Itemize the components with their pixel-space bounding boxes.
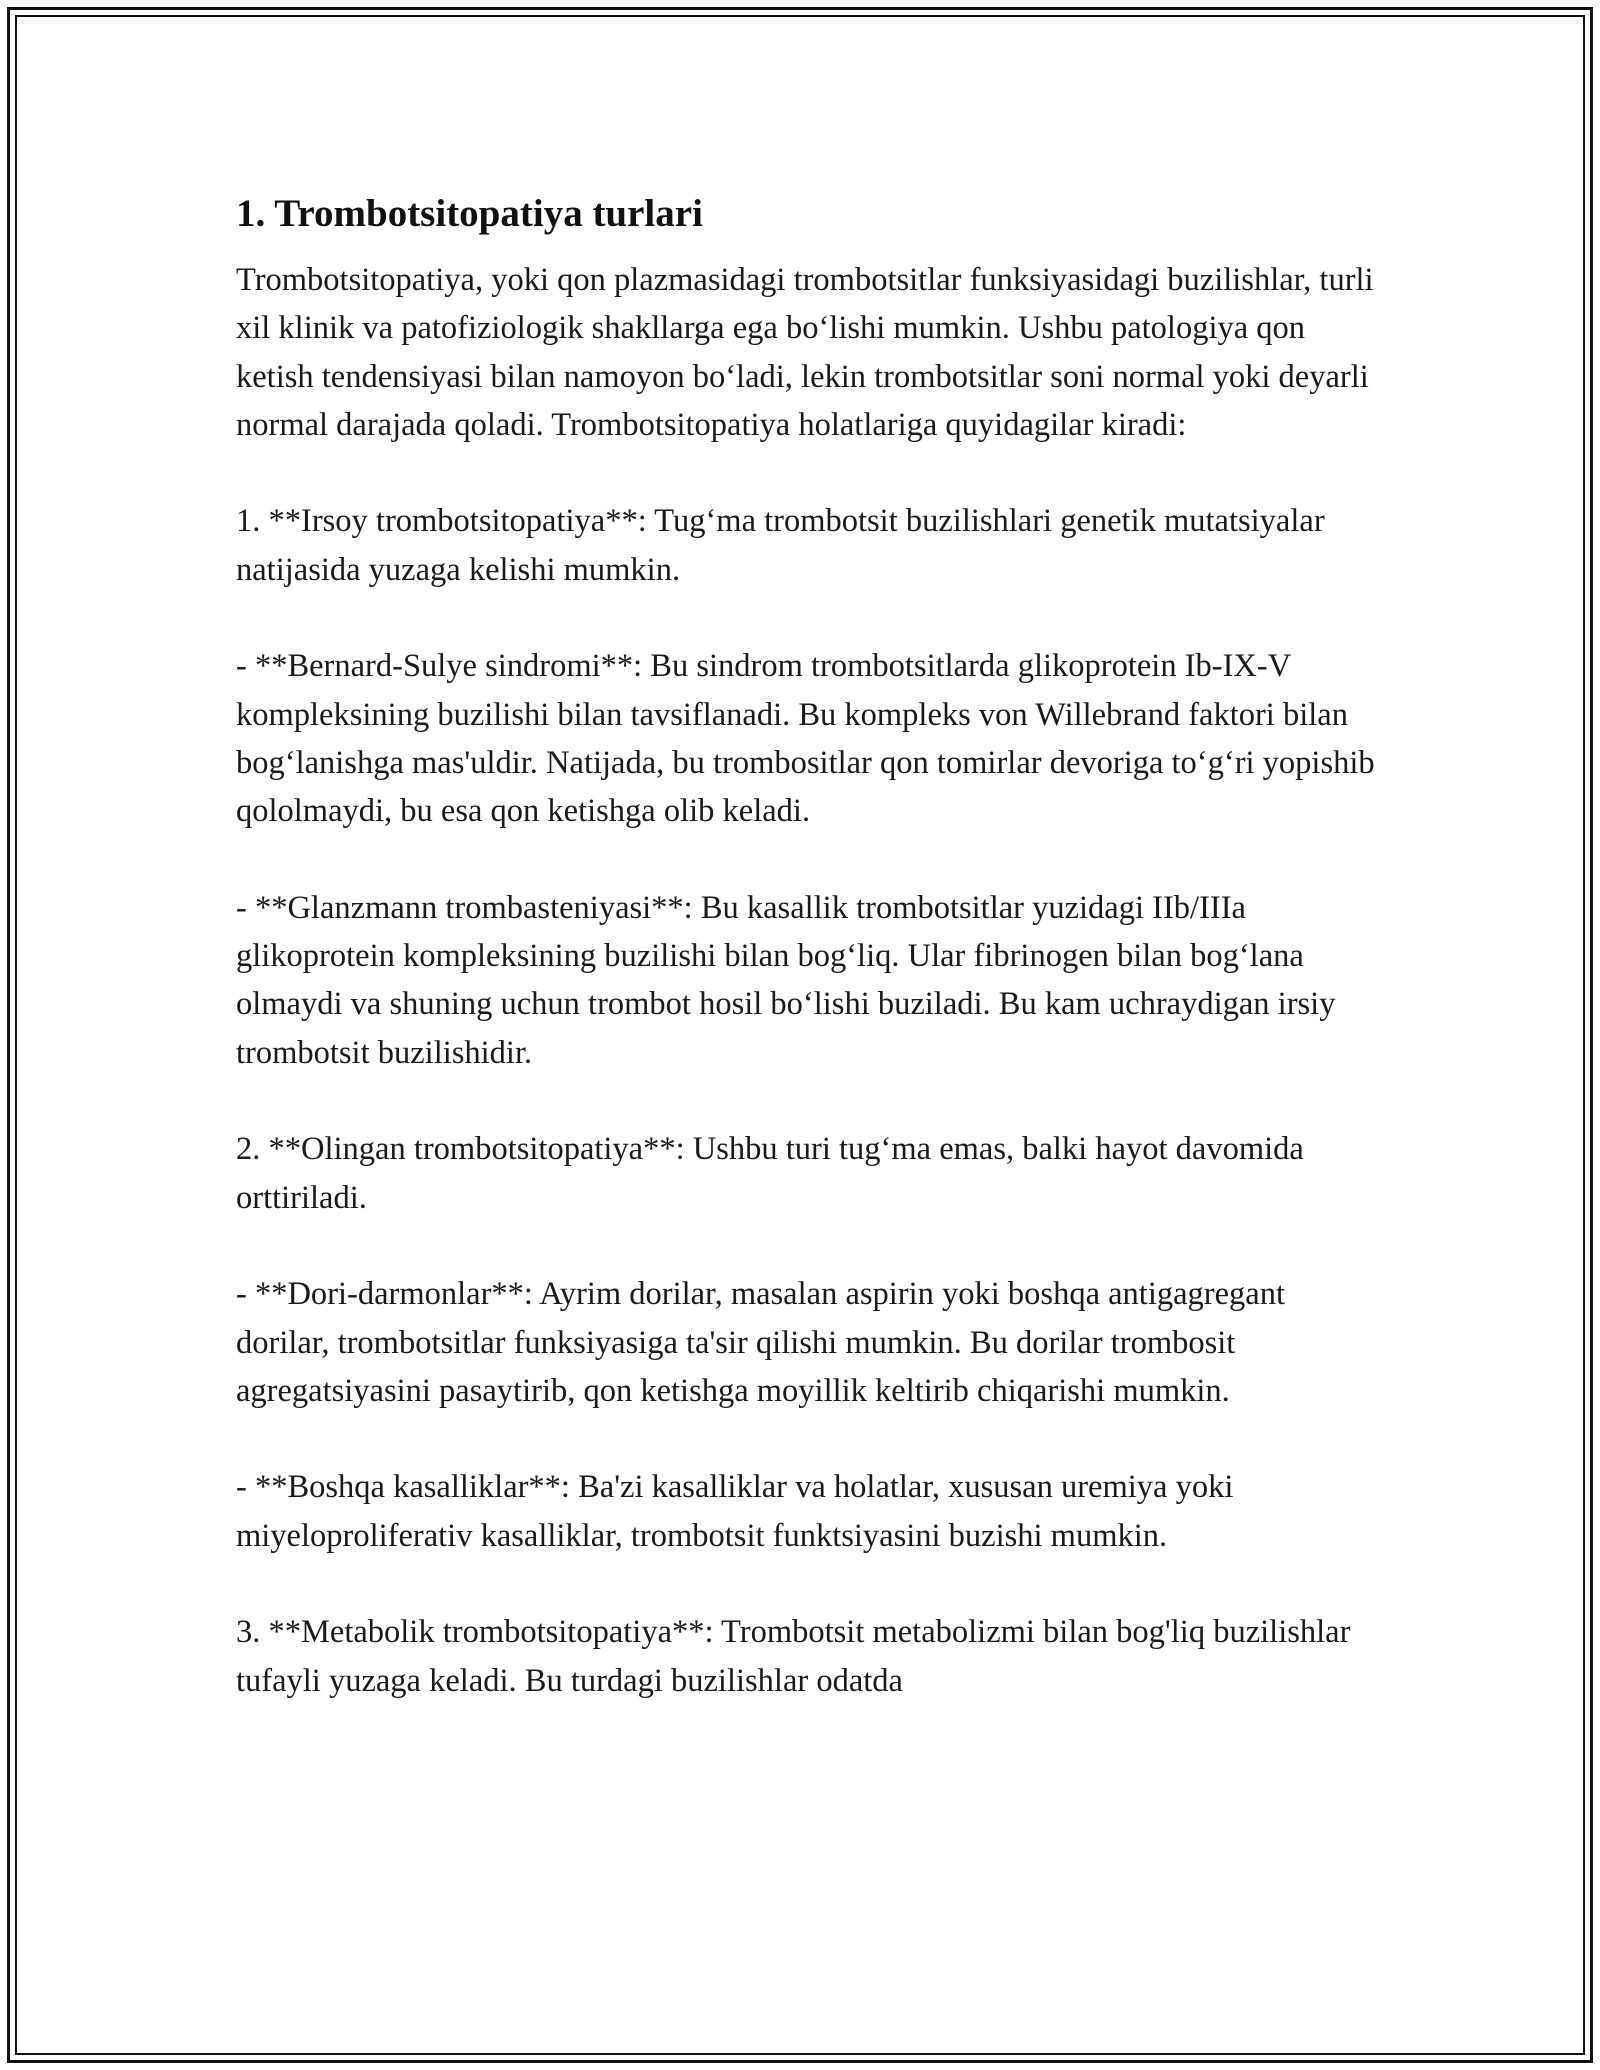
glanzmann-paragraph: - **Glanzmann trombasteniyasi**: Bu kasallik trombotsitlar yuzidagi IIb/IIIa glikoprotein kompleksining buzilishi bilan bog‘liq. Ular fibrinogen bilan bog‘lana olmaydi va shuning uchun trombot hosil bo‘lishi buziladi. Bu kam uchraydigan irsiy trombotsit buzilishidir. [236,889,1336,1071]
medications-paragraph: - **Dori-darmonlar**: Ayrim dorilar, masalan aspirin yoki boshqa antigagregant dorilar, trombotsitlar funksiyasiga ta'sir qilishi mumkin. Bu dorilar trombosit agregatsiyasini pasaytirib, qon ketishga moyillik keltirib chiqarishi mumkin. [236,1276,1285,1409]
acquired-paragraph: 2. **Olingan trombotsitopatiya**: Ushbu turi tug‘ma emas, balki hayot davomida orttiriladi. [236,1131,1304,1216]
section-heading: 1. Trombotsitopatiya turlari [236,192,703,235]
metabolic-paragraph: 3. **Metabolik trombotsitopatiya**: Trombotsit metabolizmi bilan bog'liq buzilishlar tufayli yuzaga keladi. Bu turdagi buzilishlar odatda [236,1614,1351,1699]
document-body [236,186,1376,1753]
hereditary-paragraph: 1. **Irsoy trombotsitopatiya**: Tug‘ma trombotsit buzilishlari genetik mutatsiyalar natijasida yuzaga kelishi mumkin. [236,503,1325,588]
bernard-soulier-paragraph: - **Bernard-Sulye sindromi**: Bu sindrom trombotsitlarda glikoprotein Ib-IX-V kompleksining buzilishi bilan tavsiflanadi. Bu kompleks von Willebrand faktori bilan bog‘lanishga mas'uldir. Natijada, bu trombositlar qon tomirlar devoriga to‘g‘ri yopishib qololmaydi, bu esa qon ketishga olib keladi. [236,648,1375,830]
other-diseases-paragraph: - **Boshqa kasalliklar**: Ba'zi kasalliklar va holatlar, xususan uremiya yoki miyeloproliferativ kasalliklar, trombotsit funktsiyasini buzishi mumkin. [236,1469,1234,1554]
intro-paragraph: Trombotsitopatiya, yoki qon plazmasidagi trombotsitlar funksiyasidagi buzilishlar, turli xil klinik va patofiziologik shakllarga ega bo‘lishi mumkin. Ushbu patologiya qon ketish tendensiyasi bilan namoyon bo‘ladi, lekin trombotsitlar soni normal yoki deyarli normal darajada qoladi. Trombotsitopatiya holatlariga quyidagilar kiradi: [236,262,1374,443]
